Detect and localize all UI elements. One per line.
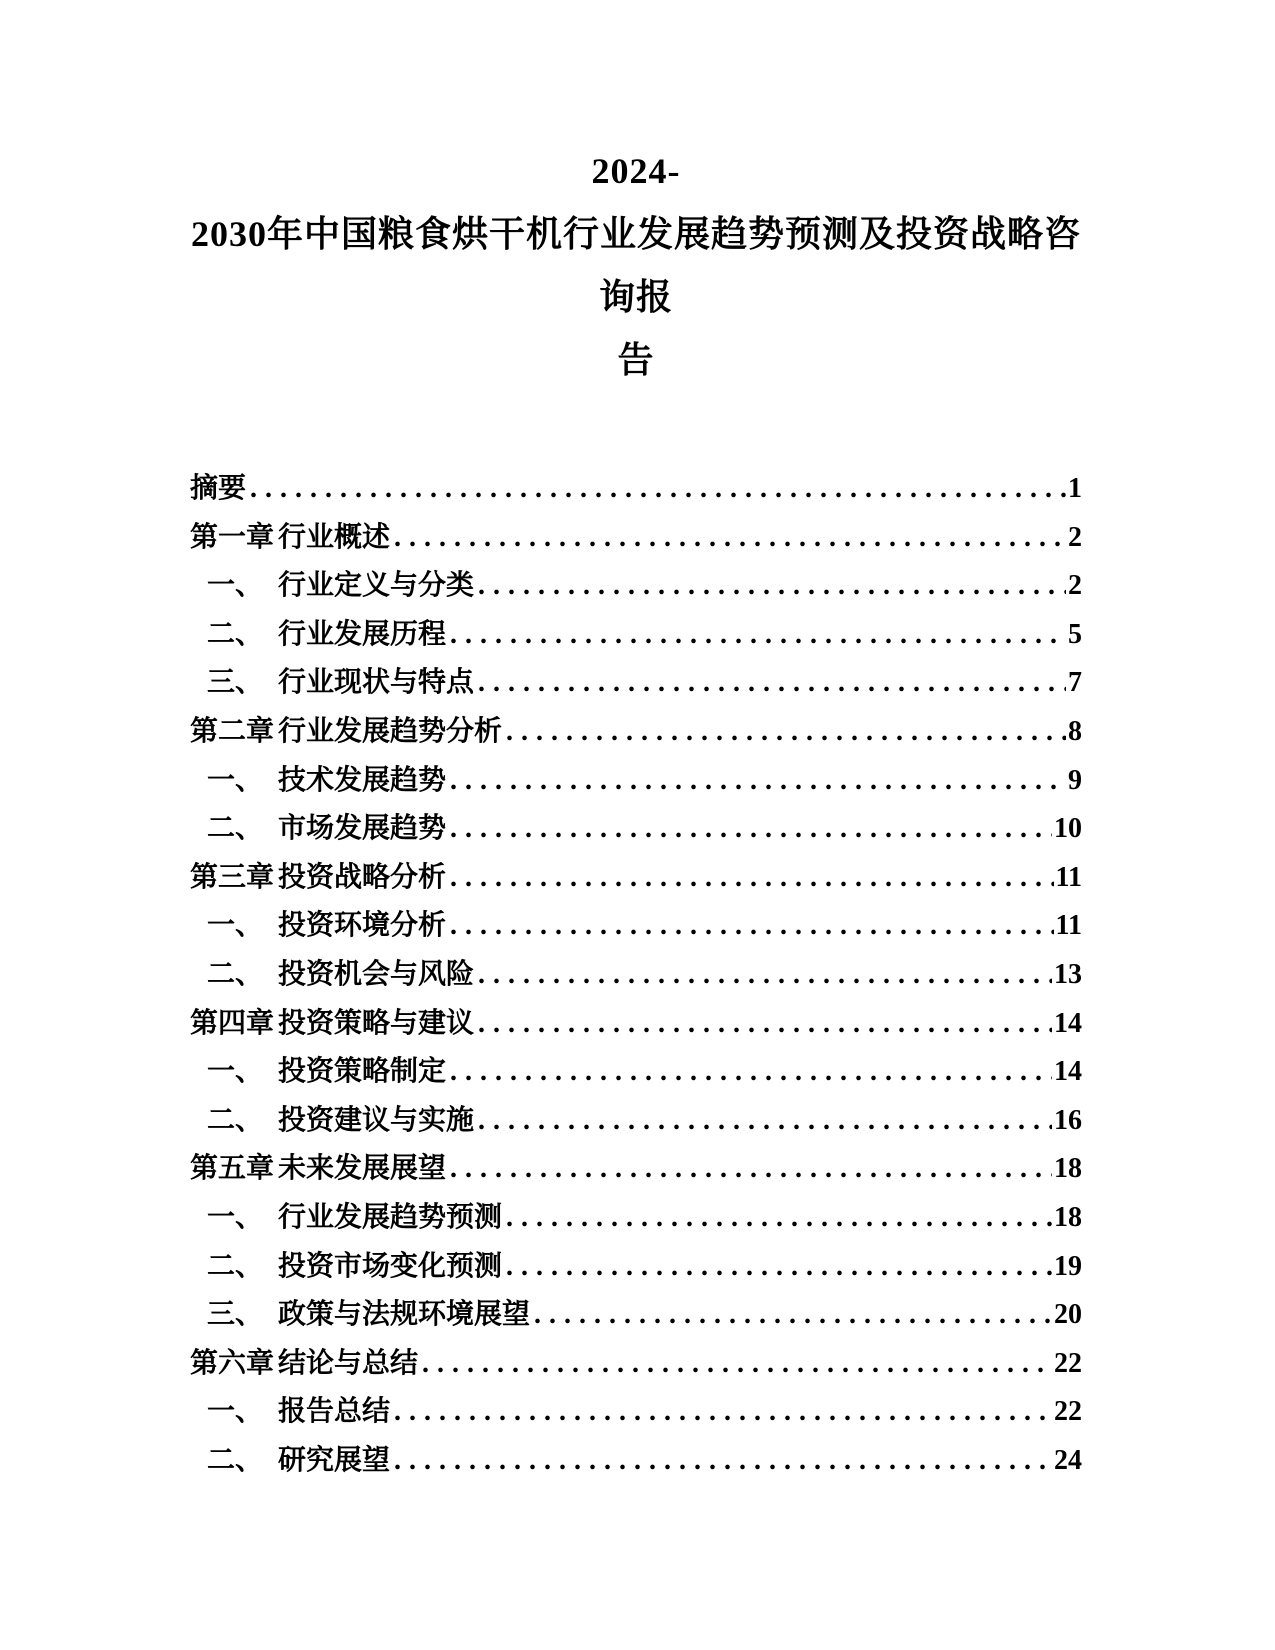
dot-leader	[450, 1056, 1052, 1088]
toc-entry	[190, 1049, 1082, 1098]
toc-entry	[190, 563, 1082, 612]
toc-entry	[190, 903, 1082, 952]
toc-entry-number: 一、	[207, 570, 264, 602]
toc-entry-number: 二、	[207, 1444, 264, 1476]
toc-entry-page: 9	[1068, 764, 1082, 796]
toc-entry	[190, 1195, 1082, 1244]
toc-entry-number: 第四章	[190, 1007, 275, 1039]
toc-entry	[190, 1098, 1082, 1147]
toc-entry-page: 24	[1054, 1444, 1082, 1476]
toc-entry	[190, 806, 1082, 855]
toc-entry-label: 政策与法规环境展望	[278, 1299, 531, 1331]
toc-entry	[190, 1244, 1082, 1293]
toc-entry	[190, 1001, 1082, 1050]
dot-leader	[506, 1251, 1052, 1283]
toc-entry-page: 11	[1055, 861, 1082, 893]
toc-entry-label: 报告总结	[278, 1396, 391, 1428]
toc-entry-page: 18	[1054, 1201, 1082, 1233]
toc-entry	[190, 515, 1082, 564]
toc-entry-number: 三、	[207, 1299, 264, 1331]
dot-leader	[506, 716, 1066, 748]
toc-entry-number: 二、	[207, 813, 264, 845]
toc-entry-label: 行业发展趋势分析	[278, 715, 503, 747]
toc-entry	[190, 855, 1082, 904]
toc-entry-number: 第六章	[190, 1347, 275, 1379]
toc-entry-page: 1	[1068, 473, 1082, 504]
toc-entry-label: 技术发展趋势	[278, 764, 447, 796]
toc-entry-number: 一、	[207, 1396, 264, 1428]
toc-entry-number: 一、	[207, 910, 264, 942]
toc-entry-number: 第三章	[190, 861, 275, 893]
toc-entry-label: 投资建议与实施	[278, 1104, 475, 1136]
toc-entry	[190, 1438, 1082, 1487]
report-title-line-2: 2030年中国粮食烘干机行业发展趋势预测及投资战略咨询报	[190, 214, 1081, 317]
toc-entry-page: 10	[1054, 813, 1082, 845]
toc-entry-label: 投资市场变化预测	[278, 1250, 503, 1282]
toc-entry-page: 14	[1054, 1056, 1082, 1088]
toc-entry-label: 投资战略分析	[278, 861, 447, 893]
toc-entry-label: 摘要	[190, 473, 247, 504]
report-title-line-1: 2024-	[591, 151, 681, 191]
toc-entry-page: 7	[1068, 667, 1082, 699]
dot-leader	[394, 522, 1066, 554]
toc-entry-number: 一、	[207, 1056, 264, 1088]
toc-entry-label: 投资机会与风险	[278, 958, 475, 990]
dot-leader	[450, 619, 1066, 651]
dot-leader	[394, 1396, 1052, 1428]
toc-entry-page: 2	[1068, 570, 1082, 602]
dot-leader	[534, 1299, 1052, 1331]
toc-entry	[190, 1389, 1082, 1438]
toc-entry-label: 投资策略与建议	[278, 1007, 475, 1039]
toc-entry	[190, 466, 1082, 515]
dot-leader	[450, 1153, 1052, 1185]
toc-entry-number: 二、	[207, 958, 264, 990]
toc-entry-page: 13	[1054, 958, 1082, 990]
dot-leader	[450, 813, 1052, 845]
dot-leader	[478, 959, 1052, 991]
toc-entry-label: 行业发展趋势预测	[278, 1201, 503, 1233]
toc-entry-number: 一、	[207, 764, 264, 796]
toc-entry-number: 二、	[207, 1104, 264, 1136]
report-title-line-3: 告	[617, 340, 655, 380]
toc-entry-number: 第五章	[190, 1153, 275, 1185]
toc-entry-label: 投资环境分析	[278, 910, 447, 942]
toc-entry	[190, 952, 1082, 1001]
toc-entry-label: 结论与总结	[278, 1347, 419, 1379]
dot-leader	[450, 910, 1054, 942]
toc-list	[190, 466, 1082, 1486]
toc-entry-page: 5	[1068, 618, 1082, 650]
toc-entry	[190, 612, 1082, 661]
toc-entry-label: 行业发展历程	[278, 618, 447, 650]
toc-entry-page: 11	[1055, 910, 1082, 942]
dot-leader	[478, 1008, 1052, 1040]
toc-entry	[190, 758, 1082, 807]
dot-leader	[250, 473, 1066, 505]
toc-entry	[190, 1292, 1082, 1341]
dot-leader	[450, 765, 1066, 797]
toc-entry-number: 第二章	[190, 715, 275, 747]
dot-leader	[478, 570, 1066, 602]
toc-entry-page: 16	[1054, 1104, 1082, 1136]
toc-entry-label: 行业现状与特点	[278, 667, 475, 699]
toc-entry-number: 二、	[207, 1250, 264, 1282]
toc-entry-page: 19	[1054, 1250, 1082, 1282]
toc-entry-page: 20	[1054, 1299, 1082, 1331]
dot-leader	[394, 1445, 1052, 1477]
toc-entry-number: 二、	[207, 618, 264, 650]
dot-leader	[506, 1202, 1052, 1234]
toc-entry-label: 投资策略制定	[278, 1056, 447, 1088]
toc-entry-label: 行业定义与分类	[278, 570, 475, 602]
toc-entry	[190, 1341, 1082, 1390]
toc-entry-page: 22	[1054, 1396, 1082, 1428]
dot-leader	[422, 1348, 1052, 1380]
toc-entry	[190, 1146, 1082, 1195]
toc-entry-label: 行业概述	[278, 521, 391, 553]
toc-entry-label: 市场发展趋势	[278, 813, 447, 845]
toc-entry-label: 未来发展展望	[278, 1153, 447, 1185]
report-title	[190, 140, 1082, 392]
toc-entry-page: 18	[1054, 1153, 1082, 1185]
toc-entry-label: 研究展望	[278, 1444, 391, 1476]
toc-entry-page: 14	[1054, 1007, 1082, 1039]
toc-entry-number: 第一章	[190, 521, 275, 553]
dot-leader	[478, 1105, 1052, 1137]
dot-leader	[478, 667, 1066, 699]
toc-entry-number: 三、	[207, 667, 264, 699]
toc-entry-page: 8	[1068, 715, 1082, 747]
toc-entry-number: 一、	[207, 1201, 264, 1233]
toc-entry-page: 2	[1068, 521, 1082, 553]
toc-entry	[190, 660, 1082, 709]
dot-leader	[450, 862, 1054, 894]
toc-entry	[190, 709, 1082, 758]
toc-entry-page: 22	[1054, 1347, 1082, 1379]
